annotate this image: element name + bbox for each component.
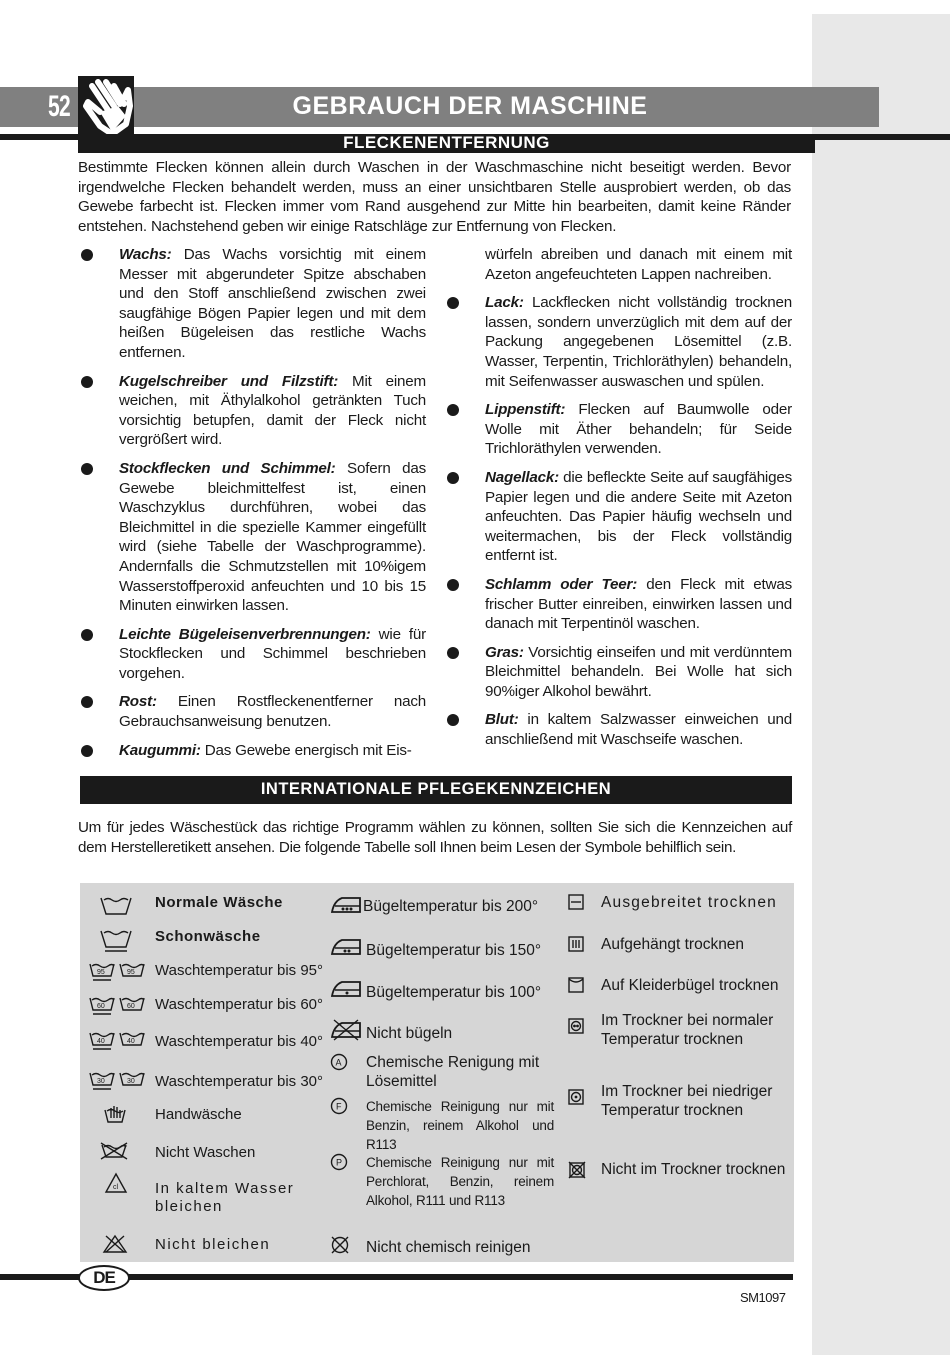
dryclean-p-icon: [330, 1153, 348, 1171]
bleach-cold-icon: [104, 1172, 128, 1194]
svg-text:30: 30: [127, 1078, 135, 1085]
svg-text:30: 30: [97, 1078, 105, 1085]
dryclean-a-icon: [330, 1053, 348, 1071]
svg-text:F: F: [336, 1101, 342, 1112]
page-title: GEBRAUCH DER MASCHINE: [292, 92, 648, 120]
svg-text:95: 95: [97, 969, 105, 976]
stain-text: den Fleck mit etwas frischer Butter einreiben, einwirken lassen und danach mit Terpentinöl waschen.: [485, 575, 792, 633]
stain-text: Einen Rostfleckenentferner nach Gebrauchsanweisung benutzen.: [119, 693, 426, 731]
wash-30-icon: [88, 1070, 148, 1092]
svg-text:60: 60: [127, 1003, 135, 1010]
stain-item-chewing-gum-continued: würfeln abreiben und danach mit einem mit Azeton angefeuchteten Lappen nachreiben.: [485, 246, 792, 283]
bullet-icon: [81, 463, 93, 475]
stain-item-mud-tar: [444, 575, 792, 634]
bullet-icon: [81, 696, 93, 708]
bullet-icon: [447, 579, 459, 591]
stain-text: Lackflecken nicht vollständig trocknen lassen, sondern unverzüglich mit dem auf der Packung angegebenen Lösemittel (z.B. Wasser, Terpentin, Trichloräthylen) behandeln, mit Seifenwasser auswaschen und spülen.: [485, 294, 792, 390]
section-title-stain-removal: FLECKENENTFERNUNG: [343, 133, 550, 152]
stain-name: Kaugummi:: [119, 741, 201, 759]
stain-list-left: [78, 245, 426, 769]
svg-text:A: A: [335, 1057, 342, 1068]
stain-item-wax: [78, 245, 426, 363]
stain-name: Leichte Bügeleisenverbrennungen:: [119, 625, 371, 643]
hang-dry-icon: [568, 976, 584, 994]
stain-name: Rost:: [119, 693, 157, 711]
wash-60-icon: [88, 995, 148, 1017]
stain-name: Blut:: [485, 711, 519, 729]
document-code: SM1097: [740, 1290, 786, 1305]
wash-95-icon: [88, 961, 148, 983]
stain-name: Stockflecken und Schimmel:: [119, 459, 336, 477]
stain-item-lipstick: [444, 400, 792, 459]
stain-removal-intro: Bestimmte Flecken können allein durch Waschen in der Waschmaschine nicht beseitigt werden. Bevor irgendwelche Flecken behandelt werden, muss an einer unsichtbaren Stelle ausprobiert werden, ob das Gewebe farbecht ist. Flecken immer vom Rand ausgehend zur Mitte hin bearbeiten, damit keine Ränder entstehen. Nachstehend geben wir einige Ratschläge zur Entfernung von Flecken.: [78, 159, 791, 235]
stain-list-right: [444, 245, 792, 759]
do-not-tumble-dry-icon: [568, 1160, 586, 1180]
wash-tub-icon: [98, 893, 134, 917]
bullet-icon: [81, 249, 93, 261]
page-number: 52: [48, 90, 70, 123]
stain-item-rust: [78, 692, 426, 731]
stain-item-chewing-gum: [78, 741, 426, 761]
stain-item-scorch: [78, 625, 426, 684]
stain-text: Das Wachs vorsichtig mit einem Messer mit abgerundeter Spitze abschaben und den Stoff anschließend zwischen zwei saugfähige Bögen Papier legen und mit dem heißen Bügeleisen das restliche Wachs entfernen.: [119, 246, 426, 361]
care-symbols-intro: Um für jedes Wäschestück das richtige Programm wählen zu können, sollten Sie sich die Kennzeichen auf dem Herstelleretikett ansehen. Die folgende Tabelle soll Ihnen beim Lesen der Symbole behilflich sein.: [78, 819, 792, 856]
svg-text:40: 40: [97, 1038, 105, 1045]
language-badge: DE: [78, 1265, 130, 1291]
bullet-icon: [81, 376, 93, 388]
stain-name: Schlamm oder Teer:: [485, 575, 638, 593]
stain-text: Mit einem weichen, mit Äthylalkohol getränkten Tuch vorsichtig betupfen, damit der Fleck nicht vergrößert wird.: [119, 372, 426, 449]
bullet-icon: [447, 714, 459, 726]
svg-text:P: P: [336, 1157, 343, 1168]
dryclean-f-icon: [330, 1097, 348, 1115]
stain-text: Vorsichtig einseifen und mit verdünntem Bleichmittel behandeln. Bei Wolle hat sich 90%iger Alkohol bewährt.: [485, 643, 792, 700]
section-title-care-symbols: INTERNATIONALE PFLEGEKENNZEICHEN: [260, 780, 612, 798]
svg-text:60: 60: [97, 1003, 105, 1010]
do-not-bleach-icon: [102, 1233, 128, 1255]
stain-text: in kaltem Salzwasser einweichen und anschließend mit Waschseife waschen.: [485, 711, 792, 749]
hand-wash-icon: [102, 1103, 128, 1125]
iron-1-dot-icon: [330, 979, 362, 999]
drip-dry-icon: [568, 935, 584, 953]
svg-text:95: 95: [127, 969, 135, 976]
tumble-dry-normal-icon: [568, 1017, 584, 1035]
stain-item-mildew: [78, 459, 426, 616]
svg-text:cl: cl: [113, 1184, 119, 1191]
wash-40-icon: [88, 1030, 148, 1052]
stain-name: Gras:: [485, 643, 524, 661]
stain-name: Lack:: [485, 294, 524, 312]
iron-2-dots-icon: [330, 937, 362, 957]
do-not-wash-icon: [100, 1141, 128, 1161]
stain-name: Nagellack:: [485, 468, 559, 486]
tumble-dry-low-icon: [568, 1088, 584, 1106]
care-symbols-table: Normale Wäsche Schonwäsche 95 95 Waschtemperatur bis 95° 60 60 Waschtemperatur bis 60° 40 40 Waschtemperatur bis 40° 30 30 Waschtemperatur bis 30° Handwäsche Nicht Waschen cl In kaltem Wasser bleichen Nicht bleichen Bügeltemperatur bis 200° Bügeltemperatur bis 150° Bügeltemperatur bis 100° Nicht bügeln A Chemische Renigung mit Lösemittel F Chemische Reinigung nur mit Benzin, reinem Alkohol und R113 P Chemische Reinigung nur mit Perchlorat, Benzin, reinem Alkohol, R111 und R113 Nicht chemisch reinigen Ausgebreitet trocknen Aufgehängt trocknen Auf Kleiderbügel trocknen Im Trockner bei normaler Temperatur trocknen Im Trockner bei niedriger Temperatur trocknen Nicht im Trockner trocknen: [80, 883, 794, 1262]
bullet-icon: [447, 404, 459, 416]
dry-flat-icon: [568, 893, 584, 911]
stain-text: Sofern das Gewebe bleichmittelfest ist, einen Waschzyklus durchführen, wobei das Bleichmittel in die spezielle Kammer eingefüllt wird (siehe Tabelle der Waschprogramme). Andernfalls die Schmutzstellen mit 10%igem Wasserstoffperoxid anfeuchten und 10 bis 15 Minuten einwirken lassen.: [119, 459, 426, 615]
stain-name: Wachs:: [119, 246, 172, 263]
iron-3-dots-icon: [330, 895, 362, 915]
bullet-icon: [447, 297, 459, 309]
bullet-icon: [447, 647, 459, 659]
svg-text:40: 40: [127, 1038, 135, 1045]
stain-name: Kugelschreiber und Filzstift:: [119, 372, 339, 390]
stain-text: Das Gewebe energisch mit Eis-: [200, 741, 412, 759]
stain-text: wie für Stockflecken und Schimmel beschrieben vorgehen.: [119, 625, 427, 682]
wash-tub-gentle-icon: [98, 927, 134, 953]
stain-text: die befleckte Seite auf saugfähiges Papier legen und die andere Seite mit Azeton anfeuchten. Das Papier häufig wechseln und weitermachen, bis der Fleck vollständig entfernt ist.: [485, 468, 792, 565]
do-not-dryclean-icon: [330, 1235, 350, 1255]
stain-text: Flecken auf Baumwolle oder Wolle mit Äther behandeln; für Seide Trichloräthylen verwenden.: [485, 401, 792, 458]
stain-item-paint: [444, 293, 792, 391]
bullet-icon: [81, 745, 93, 757]
stain-item-nail-polish: [444, 468, 792, 566]
stain-item-blood: [444, 710, 792, 749]
bullet-icon: [447, 472, 459, 484]
bullet-icon: [81, 629, 93, 641]
side-margin-panel: [812, 14, 950, 1355]
stain-item-grass: [444, 643, 792, 702]
stain-name: Lippenstift:: [485, 401, 566, 419]
do-not-iron-icon: [330, 1019, 362, 1041]
stain-item-pen: [78, 372, 426, 450]
hand-icon: [78, 76, 134, 138]
